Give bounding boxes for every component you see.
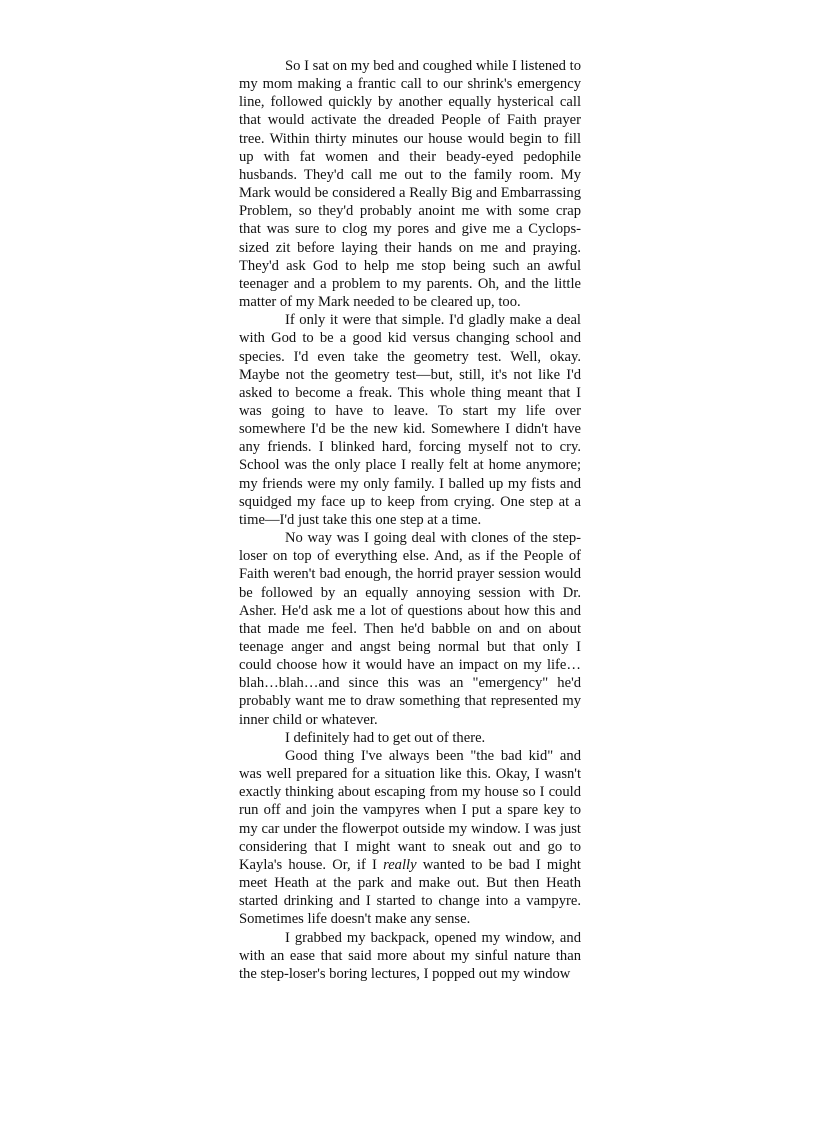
paragraph-text: I grabbed my backpack, opened my window, and with an ease that said more about my sinful nature than the step-loser's boring lectures, I popped out my window	[239, 929, 581, 982]
paragraph-text: If only it were that simple. I'd gladly make a deal with God to be a good kid versus changing school and species. I'd even take the geometry test. Well, okay. Maybe not the geometry test—but, still, it's not like I'd asked to become a freak. This whole thing meant that I was going to have to leave. To start my life over somewhere I'd be the new kid. Somewhere I didn't have any friends. I blinked hard, forcing myself not to cry. School was the only place I really felt at home anymore; my friends were my only family. I balled up my fists and squidged my face up to keep from crying. One step at a time—I'd just take this one step at a time.	[239, 312, 581, 528]
paragraph	[239, 729, 581, 747]
body-text	[239, 57, 581, 983]
paragraph	[239, 529, 581, 729]
paragraph	[239, 57, 581, 311]
paragraph-text: No way was I going deal with clones of the step-loser on top of everything else. And, as if the People of Faith weren't bad enough, the horrid prayer session would be followed by an equally annoying session with Dr. Asher. He'd ask me a lot of questions about how this and that made me feel. Then he'd babble on and on about teenage anger and angst being normal but that only I could choose how it would have an impact on my life…blah…blah…and since this was an "emergency" he'd probably want me to draw something that represented my inner child or whatever.	[239, 530, 581, 728]
paragraph	[239, 311, 581, 529]
paragraph-text: wanted to be bad I might meet Heath at the park and make out. But then Heath started drinking and I started to change into a vampyre. Sometimes life doesn't make any sense.	[239, 856, 581, 928]
paragraph-text: So I sat on my bed and coughed while I listened to my mom making a frantic call to our shrink's emergency line, followed quickly by another equally hysterical call that would activate the dreaded People of Faith prayer tree. Within thirty minutes our house would begin to fill up with fat women and their beady-eyed pedophile husbands. They'd call me out to the family room. My Mark would be considered a Really Big and Embarrassing Problem, so they'd probably anoint me with some crap that was sure to clog my pores and give me a Cyclops-sized zit before laying their hands on me and praying. They'd ask God to help me stop being such an awful teenager and a problem to my parents. Oh, and the little matter of my Mark needed to be cleared up, too.	[239, 58, 581, 311]
paragraph	[239, 747, 581, 929]
paragraph	[239, 929, 581, 983]
paragraph-text: I definitely had to get out of there.	[285, 729, 486, 746]
paragraph-text: Good thing I've always been "the bad kid" and was well prepared for a situation like this. Okay, I wasn't exactly thinking about escaping from my house so I could run off and join the vampyres when I put a spare key to my car under the flowerpot outside my window. I was just considering that I might want to sneak out and go to Kayla's house. Or, if I	[239, 747, 581, 873]
emphasized-text: really	[383, 856, 417, 873]
